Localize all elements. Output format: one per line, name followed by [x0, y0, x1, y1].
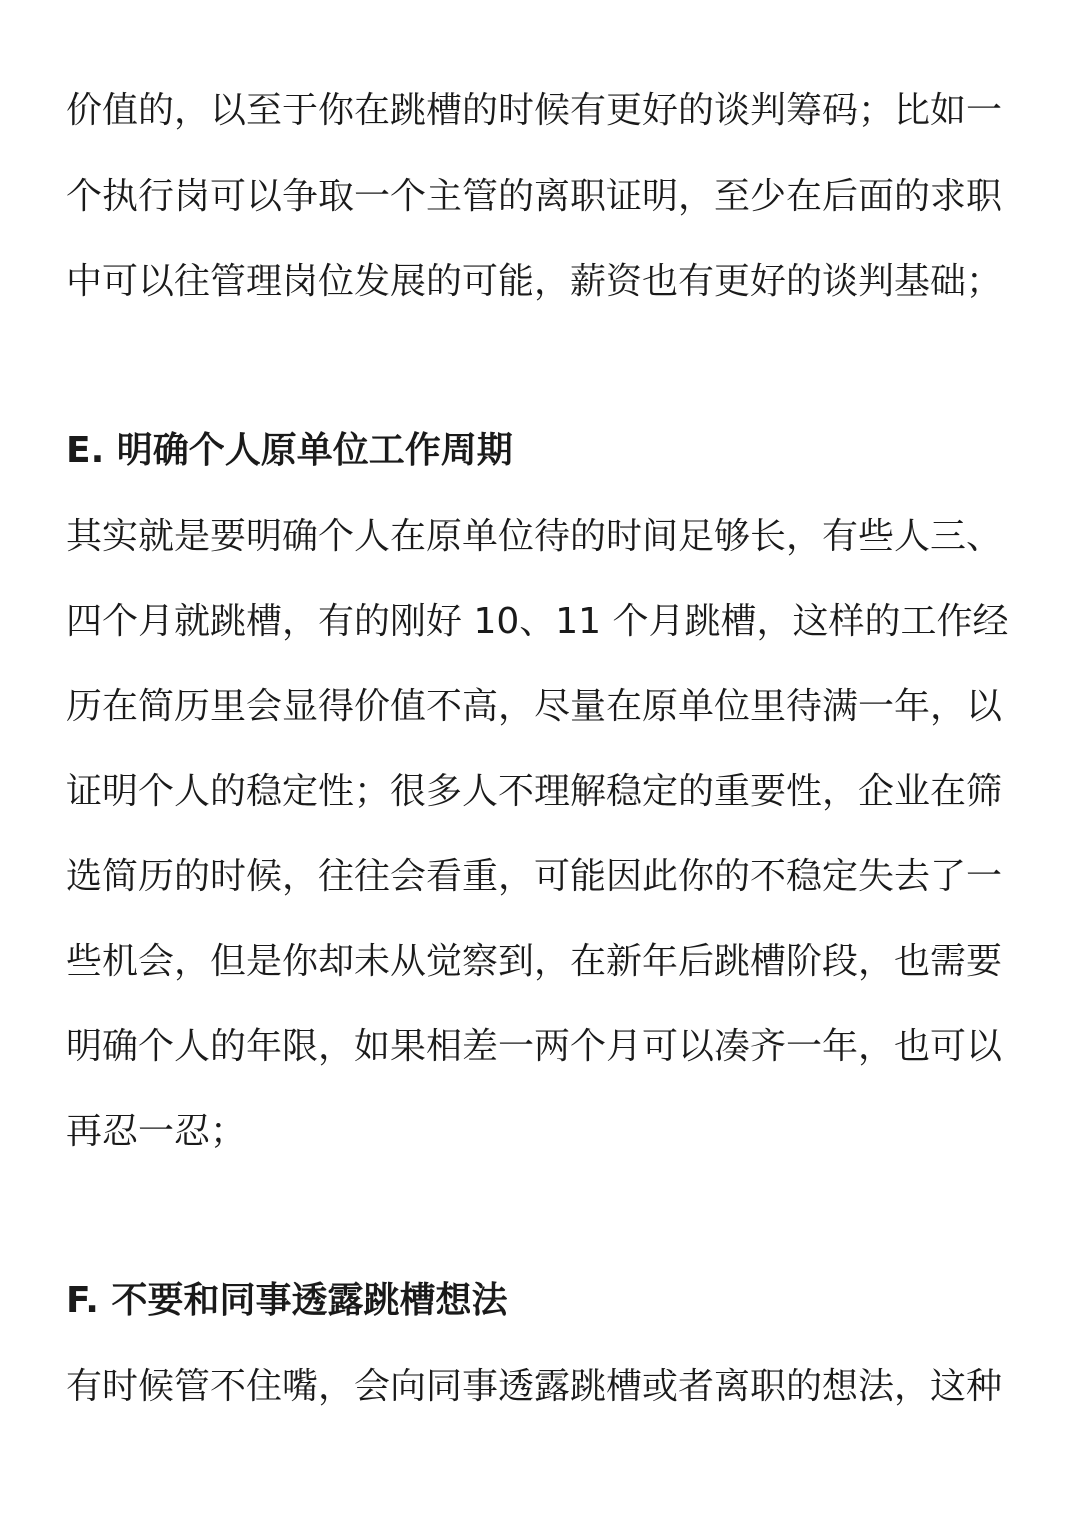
- paragraph-line: 中可以往管理岗位发展的可能，薪资也有更好的谈判基础；: [66, 261, 1003, 302]
- section-heading-e: E. 明确个人原单位工作周期: [66, 430, 513, 471]
- paragraph-line: 证明个人的稳定性；很多人不理解稳定的重要性，企业在筛: [66, 771, 1003, 812]
- paragraph-line: 个执行岗可以争取一个主管的离职证明，至少在后面的求职: [66, 176, 1003, 217]
- paragraph-line: 明确个人的年限，如果相差一两个月可以凑齐一年，也可以: [66, 1026, 1003, 1067]
- paragraph-line: 些机会，但是你却未从觉察到，在新年后跳槽阶段，也需要: [66, 941, 1003, 982]
- paragraph-line: 选简历的时候，往往会看重，可能因此你的不稳定失去了一: [66, 856, 1003, 897]
- paragraph-line: 四个月就跳槽，有的刚好 10、11 个月跳槽，这样的工作经: [66, 601, 1009, 642]
- paragraph-line: 有时候管不住嘴，会向同事透露跳槽或者离职的想法，这种: [66, 1366, 1003, 1407]
- paragraph-line: 价值的，以至于你在跳槽的时候有更好的谈判筹码；比如一: [66, 90, 1003, 131]
- paragraph-line: 再忍一忍；: [66, 1111, 247, 1152]
- paragraph-line: 其实就是要明确个人在原单位待的时间足够长，有些人三、: [66, 516, 1003, 557]
- section-heading-f: F. 不要和同事透露跳槽想法: [66, 1280, 508, 1321]
- paragraph-line: 历在简历里会显得价值不高，尽量在原单位里待满一年，以: [66, 686, 1003, 727]
